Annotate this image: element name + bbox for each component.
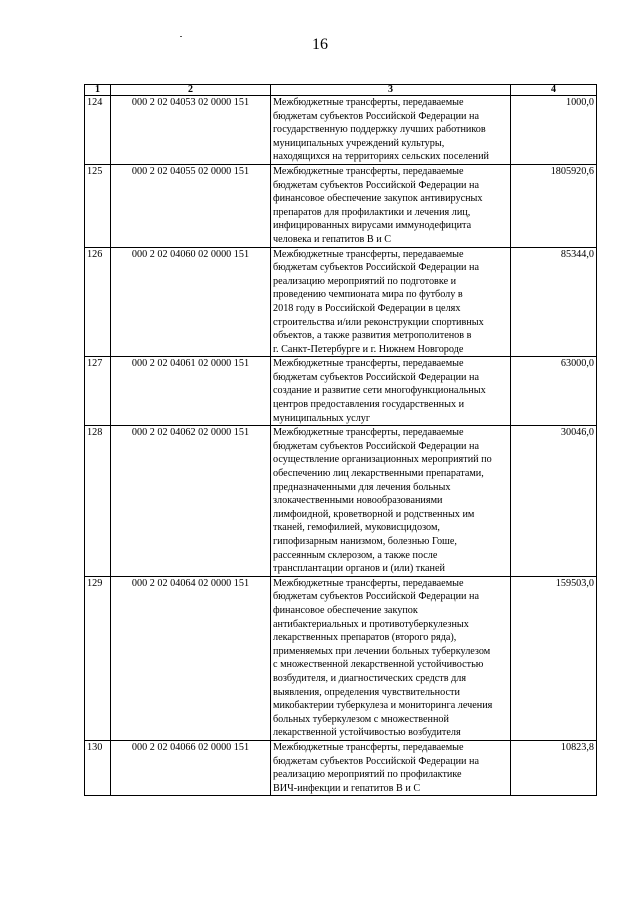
header-cell-1: 1	[85, 85, 111, 96]
amount-value: 10823,8	[511, 740, 597, 795]
budget-code: 000 2 02 04060 02 0000 151	[111, 247, 271, 357]
row-number: 127	[85, 357, 111, 426]
item-description	[271, 426, 511, 577]
description-line: проведению чемпионата мира по футболу в	[273, 289, 463, 301]
item-description	[271, 357, 511, 426]
table-row	[85, 426, 597, 577]
scan-speck	[180, 36, 182, 37]
description-line: трансплантации органов и (или) тканей	[273, 563, 445, 575]
page-number: 16	[312, 36, 328, 53]
description-line: бюджетам субъектов Российской Федерации на	[273, 179, 480, 191]
description-line: лимфоидной, кроветворной и родственных им	[273, 508, 475, 520]
budget-code: 000 2 02 04064 02 0000 151	[111, 576, 271, 740]
description-line: возбудителя, и диагностических средств для	[273, 672, 467, 684]
description-line: бюджетам субъектов Российской Федерации на	[273, 110, 480, 122]
description-line: предназначенными для лечения больных	[273, 481, 451, 493]
description-line: злокачественными новообразованиями	[273, 495, 443, 507]
description-line: Межбюджетные трансферты, передаваемые	[273, 165, 464, 177]
amount-value: 30046,0	[511, 426, 597, 577]
table-row	[85, 96, 597, 165]
description-line: находящихся на территориях сельских поселений	[273, 151, 490, 163]
header-cell-4: 4	[511, 85, 597, 96]
description-line: финансовое обеспечение закупок	[273, 604, 418, 616]
description-line: лекарственных препаратов (второго ряда),	[273, 632, 457, 644]
header-row	[85, 85, 597, 96]
row-number: 125	[85, 164, 111, 247]
item-description	[271, 96, 511, 165]
description-line: антибактериальных и противотуберкулезных	[273, 618, 469, 630]
header-cell-2: 2	[111, 85, 271, 96]
description-line: человека и гепатитов В и С	[273, 233, 392, 245]
description-line: больных туберкулезом с множественной	[273, 713, 449, 725]
description-line: 2018 году в Российской Федерации в целях	[273, 302, 461, 314]
description-line: создание и развитие сети многофункциональных	[273, 385, 486, 397]
amount-value: 1000,0	[511, 96, 597, 165]
description-line: инфицированных вирусами иммунодефицита	[273, 220, 472, 232]
budget-code: 000 2 02 04066 02 0000 151	[111, 740, 271, 795]
description-line: с множественной лекарственной устойчивостью	[273, 659, 484, 671]
description-line: препаратов для профилактики и лечения лиц,	[273, 206, 471, 218]
description-line: рассеянным склерозом, а также после	[273, 549, 438, 561]
description-line: Межбюджетные трансферты, передаваемые	[273, 358, 464, 370]
description-line: лекарственной устойчивостью возбудителя	[273, 727, 461, 739]
item-description	[271, 164, 511, 247]
description-line: выявления, определения чувствительности	[273, 686, 460, 698]
description-line: применяемых при лечении больных туберкулезом	[273, 645, 491, 657]
description-line: г. Санкт-Петербурге и г. Нижнем Новгороде	[273, 343, 464, 355]
description-line: бюджетам субъектов Российской Федерации на	[273, 440, 480, 452]
description-line: Межбюджетные трансферты, передаваемые	[273, 248, 464, 260]
header-cell-3: 3	[271, 85, 511, 96]
description-line: объектов, а также развития метрополитенов в	[273, 330, 472, 342]
row-number: 124	[85, 96, 111, 165]
table-row	[85, 576, 597, 740]
table-row	[85, 247, 597, 357]
budget-code: 000 2 02 04053 02 0000 151	[111, 96, 271, 165]
description-line: тканей, гемофилией, муковисцидозом,	[273, 522, 440, 534]
amount-value: 85344,0	[511, 247, 597, 357]
description-line: обеспечению лиц лекарственными препаратами,	[273, 468, 484, 480]
description-line: бюджетам субъектов Российской Федерации на	[273, 591, 480, 603]
description-line: муниципальных услуг	[273, 412, 371, 424]
row-number: 128	[85, 426, 111, 577]
description-line: строительства и/или реконструкции спортивных	[273, 316, 484, 328]
description-line: реализацию мероприятий по профилактике	[273, 769, 462, 781]
description-line: бюджетам субъектов Российской Федерации на	[273, 755, 480, 767]
table-body	[85, 96, 597, 796]
budget-code: 000 2 02 04055 02 0000 151	[111, 164, 271, 247]
budget-table	[84, 84, 597, 796]
description-line: государственную поддержку лучших работников	[273, 124, 486, 136]
budget-code: 000 2 02 04062 02 0000 151	[111, 426, 271, 577]
description-line: гипофизарным нанизмом, болезнью Гоше,	[273, 536, 457, 547]
description-line: бюджетам субъектов Российской Федерации на	[273, 371, 480, 383]
description-line: микобактерии туберкулеза и мониторинга лечения	[273, 700, 493, 712]
row-number: 129	[85, 576, 111, 740]
table-row	[85, 740, 597, 795]
row-number: 130	[85, 740, 111, 795]
description-line: Межбюджетные трансферты, передаваемые	[273, 427, 464, 439]
item-description	[271, 740, 511, 795]
item-description	[271, 247, 511, 357]
item-description	[271, 576, 511, 740]
description-line: Межбюджетные трансферты, передаваемые	[273, 577, 464, 589]
description-line: Межбюджетные трансферты, передаваемые	[273, 741, 464, 753]
description-line: осуществление организационных мероприятий по	[273, 454, 492, 466]
description-line: центров предоставления государственных и	[273, 399, 465, 411]
table-row	[85, 357, 597, 426]
description-line: Межбюджетные трансферты, передаваемые	[273, 97, 464, 108]
description-line: реализацию мероприятий по подготовке и	[273, 275, 457, 287]
amount-value: 159503,0	[511, 576, 597, 740]
amount-value: 1805920,6	[511, 164, 597, 247]
budget-code: 000 2 02 04061 02 0000 151	[111, 357, 271, 426]
description-line: муниципальных учреждений культуры,	[273, 137, 445, 149]
row-number: 126	[85, 247, 111, 357]
amount-value: 63000,0	[511, 357, 597, 426]
description-line: ВИЧ-инфекции и гепатитов В и С	[273, 782, 421, 794]
table-row	[85, 164, 597, 247]
description-line: бюджетам субъектов Российской Федерации на	[273, 262, 480, 274]
description-line: финансовое обеспечение закупок антивирусных	[273, 193, 483, 205]
